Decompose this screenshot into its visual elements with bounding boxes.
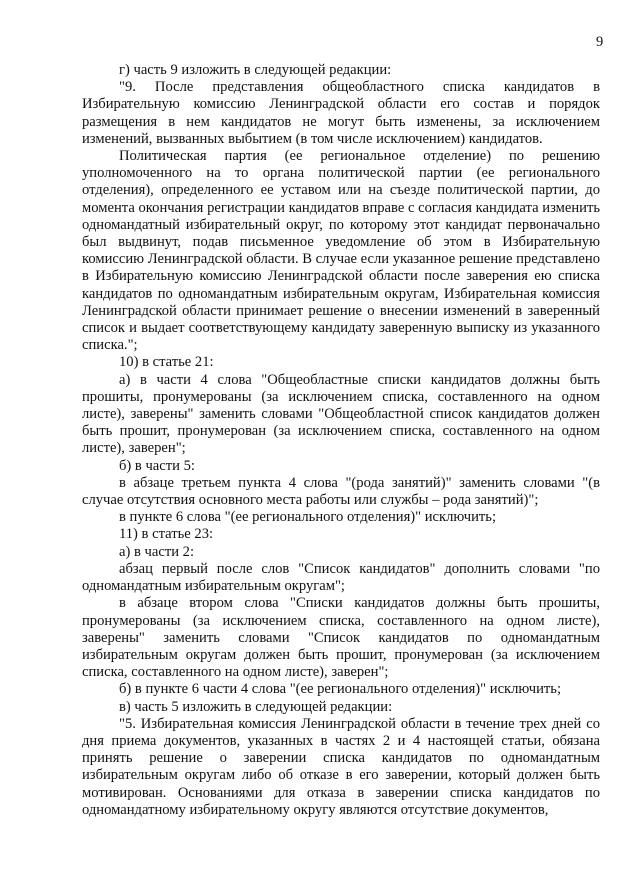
paragraph-article-21-heading: 10) в статье 21: — [119, 354, 214, 371]
paragraph-article-21-part-5-item-6: в пункте 6 слова "(ее регионального отделения)" исключить; — [119, 509, 496, 526]
paragraph-article-23-heading: 11) в статье 23: — [119, 526, 214, 543]
paragraph-part-9-text: "9. После представления общеобластного списка кандидатов в Избирательную комиссию Ленинградской области его состав и порядок размещения в нем кандидатов не могут быть изменены, за исключением изменений, вызванных выбытием (в том числе исключением) кандидатов. — [82, 79, 600, 147]
paragraph-article-23-part-2-abzac-2: в абзаце втором слова "Списки кандидатов должны быть прошиты, пронумерованы (за исключением списка, составленного на одном листе), заверены" заменить словами "Список кандидатов по одномандатным избирательным округам должен быть прошит, пронумерован (за исключением списка, составленного на одном листе), заверен"; — [82, 595, 600, 681]
paragraph-article-21-part-5-heading: б) в части 5: — [119, 457, 195, 474]
paragraph-article-21-part-4: а) в части 4 слова "Общеобластные списки кандидатов должны быть прошиты, пронумерованы (за исключением списка, составленного на одном листе), заверены" заменить словами "Общеобластной список кандидатов должен быть прошит, пронумерован (за исключением списка, составленного на одном листе), заверен"; — [82, 371, 600, 457]
paragraph-article-23-part-2-abzac-1: абзац первый после слов "Список кандидатов" дополнить словами "по одномандатным избирательным округам"; — [82, 560, 600, 595]
paragraph-article-23-part-2-heading: а) в части 2: — [119, 543, 195, 560]
paragraph-article-23-part-5-intro: в) часть 5 изложить в следующей редакции: — [119, 698, 393, 715]
page-number: 9 — [596, 34, 604, 50]
paragraph-amend-part-9-intro: г) часть 9 изложить в следующей редакции: — [119, 62, 392, 78]
paragraph-article-23-part-4-item-6: б) в пункте 6 части 4 слова "(ее регионального отделения)" исключить; — [119, 681, 562, 698]
paragraph-article-21-part-5-item-4: в абзаце третьем пункта 4 слова "(рода занятий)" заменить словами "(в случае отсутствия основного места работы или службы – рода занятий)"; — [82, 474, 600, 509]
paragraph-article-23-part-5-text: "5. Избирательная комиссия Ленинградской области в течение трех дней со дня приема документов, указанных в частях 2 и 4 настоящей статьи, обязана принять решение о заверении списка кандидатов по одномандатным избирательным округам либо об отказе в его заверении, который должен быть мотивирован. Основаниями для отказа в заверении списка кандидатов по одномандатному избирательному округу являются отсутствие документов, — [82, 715, 600, 818]
paragraph-party-change-district: Политическая партия (ее региональное отделение) по решению уполномоченного на то органа политической партии (ее регионального отделения), определенного ее уставом или на съезде политической партии, до момента окончания регистрации кандидатов вправе с согласия кандидата изменить одномандатный избирательный округ, по которому этот кандидат первоначально был выдвинут, подав письменное уведомление об этом в Избирательную комиссию Ленинградской области. В случае если указанное решение представлено в Избирательную комиссию Ленинградской области после заверения ею списка кандидатов по одномандатным избирательным округам, Избирательная комиссия Ленинградской области принимает решение о внесении изменений в заверенный список и выдает соответствующему кандидату заверенную выписку из указанного списка."; — [82, 148, 600, 354]
document-body — [82, 62, 600, 819]
